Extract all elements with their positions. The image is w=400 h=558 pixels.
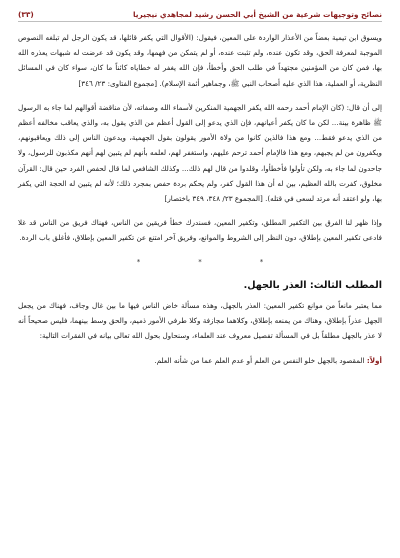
running-header: [18, 6, 382, 22]
paragraph-1: ويسوق ابن تيمية بعضاً من الأعذار الواردة على المعين، فيقول: (الأقوال التي يكفر قائلها، قد يكون الرجل لم تبلغه النصوص الموجبة لمعرفة الحق، وقد تكون عنده، ولم تثبت عنده، أو لم يتمكن من فهمها، وقد يكون قد عرضت له شبهات يعذره الله بها، فمن كان من المؤمنين مجتهداً في طلب الحق وأخطأ، فإن الله يغفر له خطاياه كائناً ما كان، سواء كان في المسائل النظرية، أو العملية، هذا الذي عليه أصحاب النبي ﷺ، وجماهير أئمة الإسلام). [مجموع الفتاوى: ٢٣/ ٣٤٦]: [18, 33, 382, 88]
separator-star: *: [136, 257, 141, 266]
page-number: (٣٣): [18, 9, 34, 19]
point-label: أولاً:: [366, 355, 382, 365]
section-heading: المطلب الثالث: العذر بالجهل.: [243, 279, 382, 291]
header-title: نصائح وتوجيهات شرعية من الشيخ أبي الحسن رشيد لمجاهدي نيجيريا: [132, 9, 382, 19]
header-divider: [18, 21, 382, 22]
paragraph-3: وإذا ظهر لنا الفرق بين التكفير المطلق، وتكفير المعين، فسندرك خطأ فريقين من الناس، فهناك فريق من الناس قد غلا فادعى تكفير المعين بإطلاق، دون النظر إلى الشروط والموانع، وفريق آخر امتنع عن تكفير المعين بإطلاق، فأغلق باب الردة.: [18, 218, 382, 243]
list-item: [18, 353, 382, 368]
point-text: المقصود بالجهل خلو النفس من العلم أو عدم العلم عما من شأنه العلم.: [154, 355, 365, 365]
section-paragraph-1: مما يعتبر مانعاً من موانع تكفير المعين: العذر بالجهل، وهذه مسألة خاض الناس فيها ما بين غال وجاف، فهناك من يجعل الجهل عذراً بإطلاق، وهناك من يمنعه بإطلاق، وكلاهما مجازفة وكلا طرفي الأمور ذميم، والحق وسط بينهما، فليس صحيحاً أنه لا عذر بالجهل مطلقاً بل في المسألة تفصيل معروف عند العلماء، وسنحاول بحول الله تعالى بيانه في الفقرات التالية:: [18, 301, 382, 341]
paragraph-2: إلى أن قال: (كان الإمام أحمد رحمه الله يكفر الجهمية المنكرين لأسماء الله وصفاته، لأن مناقضة أقوالهم لما جاء به الرسول ﷺ ظاهرة بينة... لكن ما كان يكفر أعيانهم، فإن الذي يدعو إلى القول أعظم من الذي يقول به، والذي يعاقب مخالفه أعظم من الذي يدعو فقط... ومع هذا فالذين كانوا من ولاة الأمور يقولون بقول الجهمية، ويدعون الناس إلى ذلك ويعاقبونهم، ويكفرون من لم يجبهم، ومع هذا فالإمام أحمد ترحم عليهم، واستغفر لهم، لعلمه بأنهم لم يتبين لهم أنهم مكذبون للرسول، ولا جاحدون لما جاء به، ولكن تأولوا فأخطأوا، وقلدوا من قال لهم ذلك... وكذلك الشافعي لما قال لحفص الفرد حين قال: القرآن مخلوق، كفرت بالله العظيم، بين له أن هذا القول كفر، ولم يحكم بردة حفص بمجرد ذلك؛ لأنه لم يتبين له الحجة التي يكفر بها، ولو اعتقد أنه مرتد لسعى في قتله). [المجموع ٢٣/ ٣٤٨، ٣٤٩ باختصار]: [18, 102, 382, 204]
points-list: [18, 353, 382, 368]
separator-star: *: [259, 257, 264, 266]
separator-star: *: [198, 257, 202, 266]
body-text: [18, 30, 382, 377]
section-separator: [18, 255, 382, 270]
